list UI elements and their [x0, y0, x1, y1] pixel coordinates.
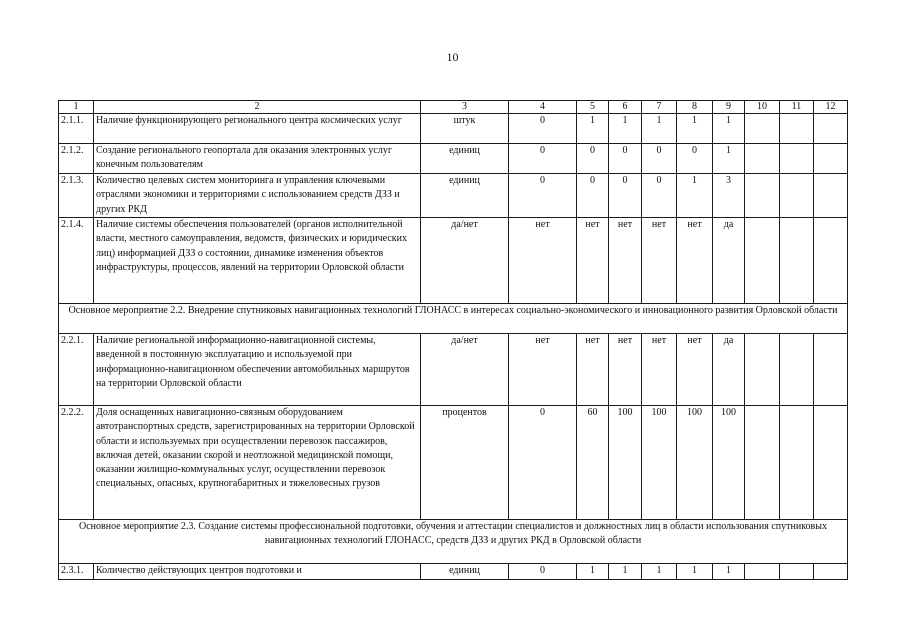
indicator-value: 100 — [609, 406, 642, 520]
indicator-value: 60 — [577, 406, 609, 520]
indicator-name: Количество действующих центров подготовки и — [94, 564, 421, 580]
indicator-value: 1 — [677, 114, 713, 144]
indicator-value: нет — [577, 218, 609, 304]
column-header: 11 — [780, 101, 814, 114]
indicator-value: 1 — [677, 564, 713, 580]
indicator-value — [814, 406, 848, 520]
column-header: 9 — [713, 101, 745, 114]
row-number: 2.2.1. — [59, 334, 94, 406]
indicator-value — [780, 114, 814, 144]
indicator-value — [814, 564, 848, 580]
header-row — [59, 101, 848, 114]
column-header: 7 — [642, 101, 677, 114]
indicator-value — [745, 114, 780, 144]
table-row — [59, 334, 848, 406]
column-header: 2 — [94, 101, 421, 114]
indicator-value — [745, 564, 780, 580]
indicator-value: 1 — [713, 114, 745, 144]
section-title: Основное мероприятие 2.2. Внедрение спутниковых навигационных технологий ГЛОНАСС в интересах социально-экономического и инновационного развития Орловской области — [59, 304, 848, 334]
column-header: 12 — [814, 101, 848, 114]
unit-of-measure: да/нет — [421, 218, 509, 304]
column-header: 4 — [509, 101, 577, 114]
indicator-value: нет — [677, 334, 713, 406]
unit-of-measure: процентов — [421, 406, 509, 520]
row-number: 2.3.1. — [59, 564, 94, 580]
indicator-value — [780, 218, 814, 304]
indicator-value — [814, 144, 848, 174]
indicator-value: 0 — [642, 144, 677, 174]
indicator-name: Наличие региональной информационно-навигационной системы, введенной в постоянную эксплуатацию и используемой при информационно-навигационном обеспечении автомобильных маршрутов на территории Орловской области — [94, 334, 421, 406]
table-row — [59, 174, 848, 218]
unit-of-measure: единиц — [421, 564, 509, 580]
unit-of-measure: штук — [421, 114, 509, 144]
indicator-value: 0 — [509, 144, 577, 174]
indicator-name: Количество целевых систем мониторинга и управления ключевыми отраслями экономики и территориями с использованием средств ДЗЗ и других РКД — [94, 174, 421, 218]
indicator-value: 100 — [677, 406, 713, 520]
indicator-value — [780, 144, 814, 174]
table-row — [59, 564, 848, 580]
indicator-value: 1 — [642, 564, 677, 580]
row-number: 2.1.3. — [59, 174, 94, 218]
indicator-value: 1 — [642, 114, 677, 144]
indicator-value — [745, 406, 780, 520]
table-row — [59, 114, 848, 144]
indicator-value: нет — [509, 218, 577, 304]
indicator-value — [814, 218, 848, 304]
indicator-value — [745, 218, 780, 304]
row-number: 2.1.4. — [59, 218, 94, 304]
indicators-table — [58, 100, 848, 580]
indicator-value: 1 — [677, 174, 713, 218]
indicator-name: Создание регионального геопортала для оказания электронных услуг конечным пользователям — [94, 144, 421, 174]
indicator-value: нет — [677, 218, 713, 304]
indicator-value: 0 — [642, 174, 677, 218]
unit-of-measure: единиц — [421, 144, 509, 174]
indicator-value: да — [713, 218, 745, 304]
indicator-value: 0 — [609, 174, 642, 218]
indicator-value: нет — [609, 334, 642, 406]
indicator-value: 1 — [577, 564, 609, 580]
page-number: 10 — [446, 50, 459, 64]
row-number: 2.1.1. — [59, 114, 94, 144]
indicator-value: 0 — [677, 144, 713, 174]
indicator-value — [745, 144, 780, 174]
indicator-value: 0 — [509, 174, 577, 218]
indicator-name: Доля оснащенных навигационно-связным оборудованием автотранспортных средств, зарегистрированных на территории Орловской области и используемых при осуществлении перевозок пассажиров, включая детей, оказании скорой и неотложной медицинской помощи, оказании жилищно-коммунальных услуг, осуществлении перевозок специальных, опасных, крупногабаритных и тяжеловесных грузов — [94, 406, 421, 520]
indicator-value — [780, 334, 814, 406]
indicator-value — [745, 174, 780, 218]
indicator-value: 0 — [577, 144, 609, 174]
indicator-value — [780, 174, 814, 218]
indicator-value: 100 — [642, 406, 677, 520]
indicator-value: 0 — [509, 564, 577, 580]
indicator-value: нет — [577, 334, 609, 406]
indicator-value — [814, 334, 848, 406]
indicator-value — [780, 564, 814, 580]
section-row — [59, 304, 848, 334]
row-number: 2.1.2. — [59, 144, 94, 174]
indicator-value: 0 — [509, 406, 577, 520]
indicator-value: нет — [642, 334, 677, 406]
column-header: 1 — [59, 101, 94, 114]
indicator-value: 1 — [609, 564, 642, 580]
section-row — [59, 520, 848, 564]
indicator-value: да — [713, 334, 745, 406]
row-number: 2.2.2. — [59, 406, 94, 520]
indicator-value: 0 — [577, 174, 609, 218]
indicator-value — [814, 114, 848, 144]
table-row — [59, 144, 848, 174]
indicator-value — [780, 406, 814, 520]
table-row — [59, 406, 848, 520]
section-title: Основное мероприятие 2.3. Создание системы профессиональной подготовки, обучения и аттестации специалистов и должностных лиц в области использования спутниковых навигационных технологий ГЛОНАСС, средств ДЗЗ и других РКД в Орловской области — [59, 520, 848, 564]
indicator-value — [745, 334, 780, 406]
indicator-name: Наличие системы обеспечения пользователей (органов исполнительной власти, местного самоуправления, ведомств, физических и юридических лиц) информацией ДЗЗ о состоянии, динамике изменения объектов инфраструктуры, процессов, явлений на территории Орловской области — [94, 218, 421, 304]
indicator-value: 100 — [713, 406, 745, 520]
indicator-value: 0 — [509, 114, 577, 144]
indicator-value: нет — [609, 218, 642, 304]
indicator-value: 1 — [713, 144, 745, 174]
indicator-name: Наличие функционирующего регионального центра космических услуг — [94, 114, 421, 144]
indicator-value: 1 — [609, 114, 642, 144]
column-header: 10 — [745, 101, 780, 114]
column-header: 5 — [577, 101, 609, 114]
column-header: 3 — [421, 101, 509, 114]
indicator-value: 1 — [577, 114, 609, 144]
indicator-value: нет — [642, 218, 677, 304]
indicator-value — [814, 174, 848, 218]
column-header: 8 — [677, 101, 713, 114]
indicator-value: нет — [509, 334, 577, 406]
table-row — [59, 218, 848, 304]
indicator-value: 3 — [713, 174, 745, 218]
unit-of-measure: да/нет — [421, 334, 509, 406]
column-header: 6 — [609, 101, 642, 114]
unit-of-measure: единиц — [421, 174, 509, 218]
indicator-value: 0 — [609, 144, 642, 174]
indicator-value: 1 — [713, 564, 745, 580]
